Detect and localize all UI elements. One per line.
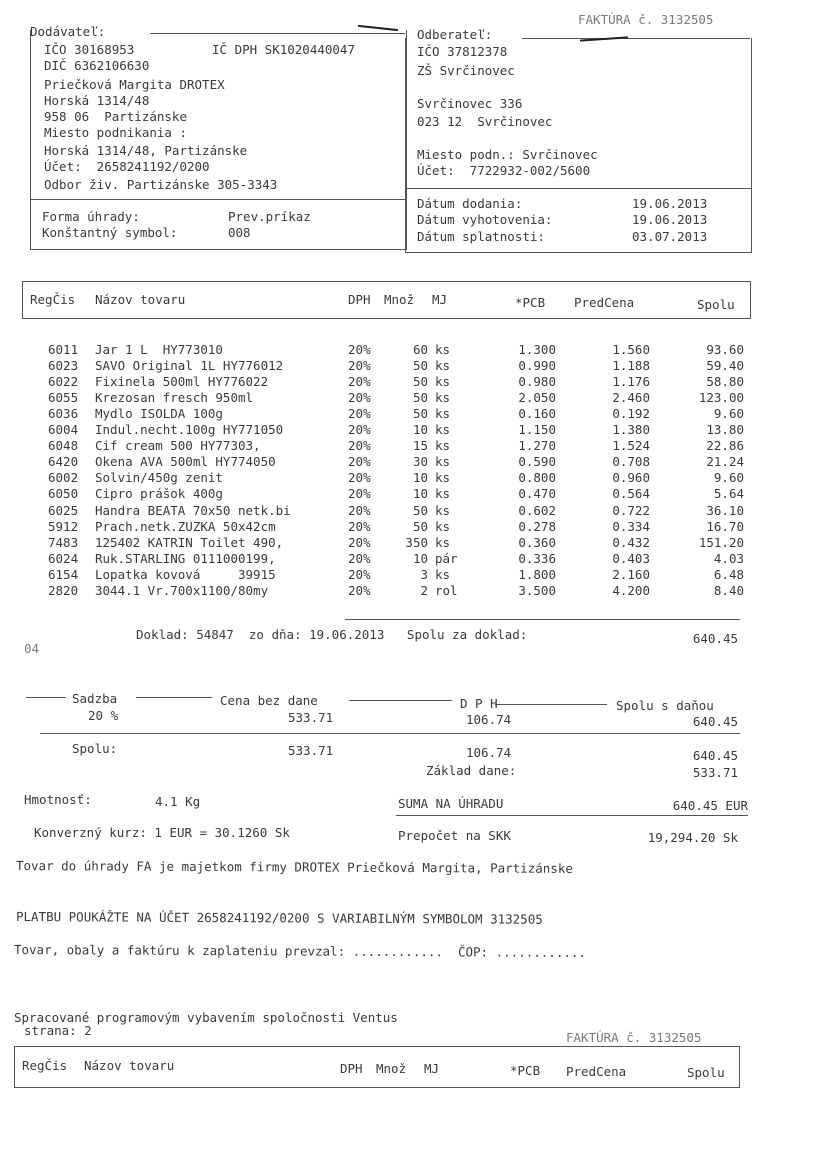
amount-due-rule xyxy=(396,815,748,816)
supplier-ico: IČO 30168953 xyxy=(44,42,135,57)
item-unit: ks xyxy=(435,374,451,390)
header2-regcis: RegČis xyxy=(22,1058,68,1073)
table-row xyxy=(0,374,826,389)
item-total: 9.60 xyxy=(713,406,744,422)
item-total: 151.20 xyxy=(698,534,744,550)
item-price: 2.160 xyxy=(612,566,650,582)
amount-due-value: 640.45 EUR xyxy=(672,798,748,813)
table-row xyxy=(0,358,826,373)
item-name: Prach.netk.ZUZKA 50x42cm xyxy=(95,518,276,534)
item-price: 1.524 xyxy=(612,438,650,454)
item-qty: 10 xyxy=(412,470,428,486)
supplier-name: Priečková Margita DROTEX xyxy=(44,77,225,92)
supplier-account: Účet: 2658241192/0200 xyxy=(44,159,210,174)
vat-vat: 106.74 xyxy=(466,712,512,727)
item-total: 123.00 xyxy=(698,390,744,406)
header2-total: Spolu xyxy=(687,1065,725,1080)
vat-vat-label: D P H xyxy=(460,696,498,711)
item-code: 7483 xyxy=(48,534,79,550)
vat-rule-4 xyxy=(495,704,607,705)
item-unit: ks xyxy=(435,566,451,582)
customer-top-rule xyxy=(522,38,750,39)
supplier-business-place: Horská 1314/48, Partizánske xyxy=(44,143,248,158)
vat-sum-label: Spolu: xyxy=(72,741,118,756)
item-vat: 20% xyxy=(348,566,371,582)
item-vat: 20% xyxy=(348,422,371,438)
item-code: 6050 xyxy=(48,486,79,502)
item-total: 16.70 xyxy=(706,518,744,534)
item-price: 0.708 xyxy=(612,454,650,470)
item-total: 36.10 xyxy=(706,502,744,518)
item-pcb: 0.602 xyxy=(518,502,556,518)
item-code: 6055 xyxy=(48,390,79,406)
vat-sum-total: 640.45 xyxy=(692,748,738,763)
item-pcb: 0.990 xyxy=(518,358,556,374)
item-name: Mydlo ISOLDA 100g xyxy=(95,406,223,422)
received-line: Tovar, obaly a faktúru k zaplateniu prevzal: ............ ČOP: ............ xyxy=(13,942,586,960)
customer-street: Svrčinovec 336 xyxy=(417,96,523,111)
item-pcb: 2.050 xyxy=(518,390,556,406)
item-code: 6420 xyxy=(48,454,79,470)
item-price: 0.564 xyxy=(612,486,650,502)
skk-label: Prepočet na SKK xyxy=(398,828,511,843)
table-row xyxy=(0,583,826,598)
page-label: strana: 2 xyxy=(24,1023,92,1038)
item-price: 0.403 xyxy=(612,550,650,566)
item-total: 59.40 xyxy=(706,358,744,374)
item-vat: 20% xyxy=(348,374,371,390)
item-price: 1.176 xyxy=(612,374,650,390)
weight-label: Hmotnosť: xyxy=(24,792,92,807)
supplier-trade-office: Odbor živ. Partizánske 305-3343 xyxy=(44,177,278,192)
table-row xyxy=(0,470,826,485)
item-price: 0.960 xyxy=(612,470,650,486)
item-unit: ks xyxy=(435,390,451,406)
item-qty: 10 xyxy=(412,422,428,438)
item-pcb: 0.160 xyxy=(518,406,556,422)
table-row xyxy=(0,567,826,582)
item-name: Fixinela 500ml HY776022 xyxy=(95,374,269,390)
item-price: 0.722 xyxy=(612,502,650,518)
item-name: Jar 1 L HY773010 xyxy=(95,342,223,357)
item-code: 6002 xyxy=(48,470,79,486)
header2-qty: Množ xyxy=(376,1061,407,1076)
date-delivery-value: 19.06.2013 xyxy=(632,196,708,211)
item-qty: 30 xyxy=(412,454,428,470)
header2-pcb: *PCB xyxy=(510,1063,541,1078)
vat-rate-label: Sadzba xyxy=(72,691,118,706)
item-qty: 3 xyxy=(420,566,428,582)
item-code: 6011 xyxy=(48,342,79,357)
item-vat: 20% xyxy=(348,550,371,566)
vat-sum-vat: 106.74 xyxy=(466,745,512,760)
item-code: 6004 xyxy=(48,422,79,438)
item-unit: ks xyxy=(435,454,451,470)
item-total: 21.24 xyxy=(706,454,744,470)
table-row xyxy=(0,342,826,357)
date-issued-value: 19.06.2013 xyxy=(632,212,708,227)
item-price: 1.188 xyxy=(612,358,650,374)
item-vat: 20% xyxy=(348,534,371,550)
doc-summary-total: 640.45 xyxy=(692,631,738,646)
item-code: 6154 xyxy=(48,566,79,582)
customer-label: Odberateľ: xyxy=(417,27,493,42)
table-row xyxy=(0,406,826,421)
item-vat: 20% xyxy=(348,454,371,470)
item-name: Solvin/450g zenit xyxy=(95,470,223,486)
constant-symbol-value: 008 xyxy=(228,225,251,240)
item-vat: 20% xyxy=(348,582,371,598)
table-row xyxy=(0,486,826,501)
header2-dph: DPH xyxy=(340,1061,363,1076)
item-vat: 20% xyxy=(348,470,371,486)
item-vat: 20% xyxy=(348,502,371,518)
item-pcb: 0.360 xyxy=(518,534,556,550)
item-pcb: 1.300 xyxy=(518,342,556,357)
item-price: 0.334 xyxy=(612,518,650,534)
header-regcis: RegČis xyxy=(30,292,76,307)
vat-rate: 20 % xyxy=(88,708,119,723)
table-row xyxy=(0,422,826,437)
item-name: Handra BEATA 70x50 netk.bi xyxy=(95,502,291,518)
skk-value: 19,294.20 Sk xyxy=(647,830,738,845)
item-vat: 20% xyxy=(348,358,371,374)
ownership-note: Tovar do úhrady FA je majetkom firmy DROTEX Priečková Margita, Partizánske xyxy=(15,858,573,876)
item-qty: 15 xyxy=(412,438,428,454)
doc-summary-code: 04 xyxy=(24,641,40,656)
vat-rule-1 xyxy=(26,697,66,698)
item-unit: ks xyxy=(435,422,451,438)
doc-summary-rule xyxy=(345,619,740,620)
header-dph: DPH xyxy=(348,292,371,307)
item-qty: 350 xyxy=(405,534,428,550)
item-name: 125402 KATRIN Toilet 490, xyxy=(95,534,284,550)
amount-due-label: SUMA NA ÚHRADU xyxy=(398,796,504,811)
customer-account: Účet: 7722932-002/5600 xyxy=(417,163,591,178)
item-unit: ks xyxy=(435,534,451,550)
item-vat: 20% xyxy=(348,406,371,422)
item-price: 0.192 xyxy=(612,406,650,422)
payment-form-value: Prev.príkaz xyxy=(228,209,311,224)
item-vat: 20% xyxy=(348,342,371,357)
item-pcb: 0.590 xyxy=(518,454,556,470)
vat-base: 533.71 xyxy=(288,710,334,725)
item-name: Krezosan fresch 950ml xyxy=(95,390,254,406)
item-total: 6.48 xyxy=(713,566,744,582)
item-code: 6025 xyxy=(48,502,79,518)
item-pcb: 1.800 xyxy=(518,566,556,582)
item-unit: ks xyxy=(435,342,451,357)
item-qty: 2 xyxy=(420,582,428,598)
item-unit: pár xyxy=(435,550,458,566)
item-name: Okena AVA 500ml HY774050 xyxy=(95,454,276,470)
header-price: PredCena xyxy=(574,295,635,310)
item-total: 8.40 xyxy=(713,582,744,598)
table-row xyxy=(0,454,826,469)
item-vat: 20% xyxy=(348,518,371,534)
item-price: 2.460 xyxy=(612,390,650,406)
item-pcb: 1.270 xyxy=(518,438,556,454)
item-qty: 50 xyxy=(412,518,428,534)
header2-unit: MJ xyxy=(424,1061,440,1076)
payment-note: PLATBU POUKÁŽTE NA ÚČET 2658241192/0200 S VARIABILNÝM SYMBOLOM 3132505 xyxy=(15,909,543,927)
table-row xyxy=(0,519,826,534)
customer-city: 023 12 Svrčinovec xyxy=(417,114,553,129)
vat-sum-rule xyxy=(40,733,740,734)
supplier-label: Dodávateľ: xyxy=(30,24,106,39)
table-row xyxy=(0,535,826,550)
item-code: 5912 xyxy=(48,518,79,534)
item-qty: 10 xyxy=(412,550,428,566)
item-qty: 50 xyxy=(412,390,428,406)
item-vat: 20% xyxy=(348,438,371,454)
weight-value: 4.1 Kg xyxy=(155,794,201,809)
customer-name: ZŠ Svrčinovec xyxy=(417,63,515,78)
item-name: SAVO Original 1L HY776012 xyxy=(95,358,284,374)
table-row xyxy=(0,438,826,453)
date-due-value: 03.07.2013 xyxy=(632,229,708,244)
item-code: 2820 xyxy=(48,582,79,598)
constant-symbol-label: Konštantný symbol: xyxy=(42,225,178,240)
software-note: Spracované programovým vybavením spoločnosti Ventus xyxy=(14,1010,398,1025)
item-price: 4.200 xyxy=(612,582,650,598)
item-total: 4.03 xyxy=(713,550,744,566)
item-unit: ks xyxy=(435,518,451,534)
item-qty: 50 xyxy=(412,406,428,422)
item-qty: 50 xyxy=(412,358,428,374)
item-name: 3044.1 Vr.700x1100/80my xyxy=(95,582,269,598)
vat-rule-2 xyxy=(136,697,212,698)
tax-base-label: Základ dane: xyxy=(426,763,517,778)
doc-summary-text: Doklad: 54847 zo dňa: 19.06.2013 Spolu za doklad: xyxy=(136,627,528,642)
item-unit: ks xyxy=(435,358,451,374)
supplier-business-place-label: Miesto podnikania : xyxy=(44,125,187,140)
header-unit: MJ xyxy=(432,292,448,307)
item-pcb: 0.980 xyxy=(518,374,556,390)
header-name: Názov tovaru xyxy=(95,292,186,307)
supplier-city: 958 06 Partizánske xyxy=(44,109,187,124)
item-price: 1.380 xyxy=(612,422,650,438)
item-pcb: 0.800 xyxy=(518,470,556,486)
supplier-ic-dph: IČ DPH SK1020440047 xyxy=(212,42,355,57)
header-qty: Množ xyxy=(384,292,415,307)
item-qty: 50 xyxy=(412,502,428,518)
item-pcb: 1.150 xyxy=(518,422,556,438)
tax-base-value: 533.71 xyxy=(692,765,738,780)
item-total: 13.80 xyxy=(706,422,744,438)
table-row xyxy=(0,390,826,405)
item-pcb: 0.278 xyxy=(518,518,556,534)
item-pcb: 0.336 xyxy=(518,550,556,566)
item-total: 5.64 xyxy=(713,486,744,502)
header-pcb: *PCB xyxy=(515,295,546,310)
item-code: 6036 xyxy=(48,406,79,422)
item-unit: ks xyxy=(435,502,451,518)
customer-ico: IČO 37812378 xyxy=(417,44,508,59)
supplier-dic: DIČ 6362106630 xyxy=(44,58,150,73)
item-qty: 10 xyxy=(412,486,428,502)
item-price: 0.432 xyxy=(612,534,650,550)
invoice-number-2: FAKTÚRA č. 3132505 xyxy=(566,1030,702,1045)
item-name: Ruk.STARLING 0111000199, xyxy=(95,550,276,566)
vat-rule-3 xyxy=(349,700,452,701)
vat-base-label: Cena bez dane xyxy=(220,693,318,708)
item-code: 6022 xyxy=(48,374,79,390)
item-unit: ks xyxy=(435,470,451,486)
date-due-label: Dátum splatnosti: xyxy=(417,229,545,244)
item-unit: ks xyxy=(435,438,451,454)
item-unit: ks xyxy=(435,486,451,502)
item-name: Indul.necht.100g HY771050 xyxy=(95,422,284,438)
item-pcb: 3.500 xyxy=(518,582,556,598)
item-vat: 20% xyxy=(348,390,371,406)
item-code: 6024 xyxy=(48,550,79,566)
conversion-label: Konverzný kurz: 1 EUR = 30.1260 Sk xyxy=(34,825,290,840)
item-unit: rol xyxy=(435,582,458,598)
item-name: Lopatka kovová 39915 xyxy=(95,566,276,582)
supplier-street: Horská 1314/48 xyxy=(44,93,150,108)
header2-name: Názov tovaru xyxy=(84,1058,175,1073)
vat-sum-base: 533.71 xyxy=(288,743,334,758)
date-issued-label: Dátum vyhotovenia: xyxy=(417,212,553,227)
item-code: 6048 xyxy=(48,438,79,454)
supplier-top-rule xyxy=(150,33,405,34)
item-total: 22.86 xyxy=(706,438,744,454)
vat-total-label: Spolu s daňou xyxy=(616,698,714,713)
invoice-number: FAKTÚRA č. 3132505 xyxy=(578,12,714,27)
item-name: Cif cream 500 HY77303, xyxy=(95,438,261,454)
table-row xyxy=(0,551,826,566)
item-price: 1.560 xyxy=(612,342,650,357)
item-unit: ks xyxy=(435,406,451,422)
payment-form-label: Forma úhrady: xyxy=(42,209,140,224)
vat-total: 640.45 xyxy=(692,714,738,729)
customer-place: Miesto podn.: Svrčinovec xyxy=(417,147,598,162)
item-pcb: 0.470 xyxy=(518,486,556,502)
item-qty: 60 xyxy=(412,342,428,357)
header-total: Spolu xyxy=(697,297,735,312)
item-qty: 50 xyxy=(412,374,428,390)
item-total: 93.60 xyxy=(706,342,744,357)
item-code: 6023 xyxy=(48,358,79,374)
table-row xyxy=(0,503,826,518)
item-total: 9.60 xyxy=(713,470,744,486)
item-vat: 20% xyxy=(348,486,371,502)
header2-price: PredCena xyxy=(566,1064,627,1079)
item-name: Cipro prášok 400g xyxy=(95,486,223,502)
date-delivery-label: Dátum dodania: xyxy=(417,196,523,211)
item-total: 58.80 xyxy=(706,374,744,390)
